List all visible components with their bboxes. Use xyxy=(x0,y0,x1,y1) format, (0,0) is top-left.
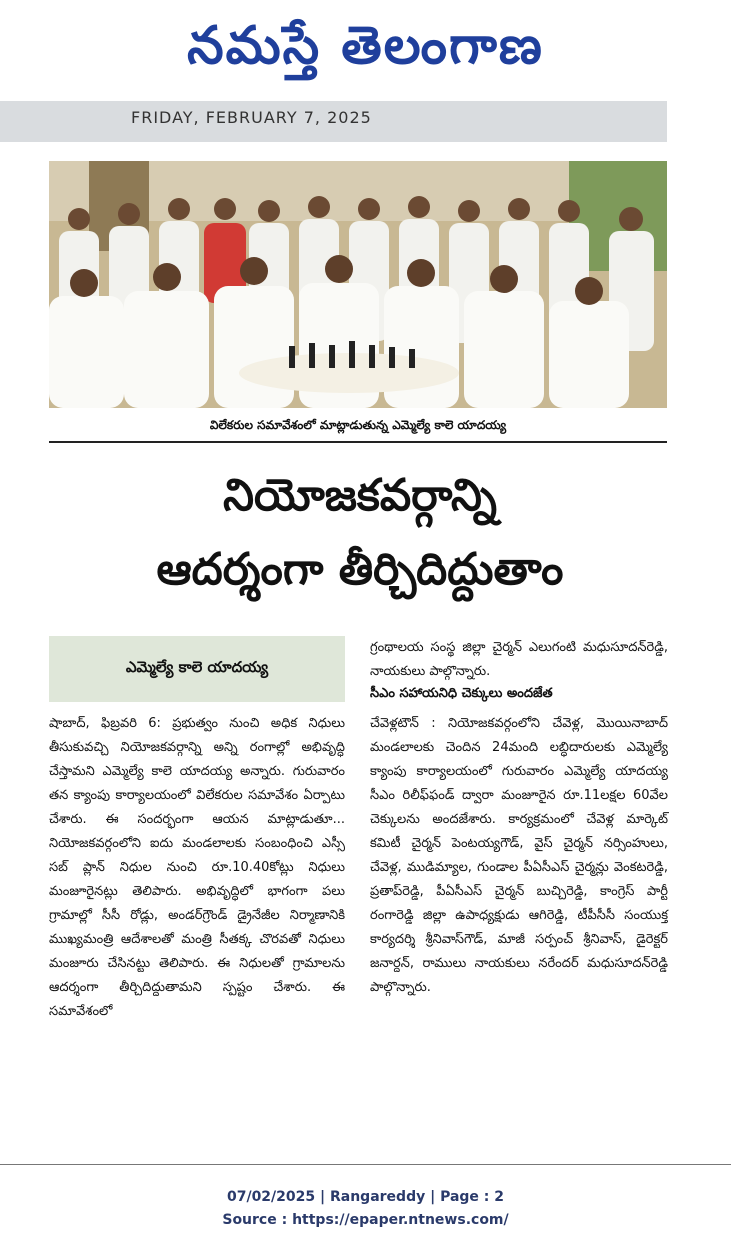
press-meet-photo xyxy=(49,161,667,408)
newspaper-logo: నమస్తే తెలంగాణ xyxy=(187,16,544,76)
headline-line-1: నియోజకవర్గాన్ని xyxy=(223,470,497,521)
article-body-right: చేవెళ్లటౌన్ : నియోజకవర్గంలోని చేవెళ్ల, మొయినాబాద్ మండలాలకు చెందిన 24మంది లబ్ధిదారులకు ఎమ్మెల్యే క్యాంపు కార్యాలయంలో గురువారం ఎమ్మెల్యే యాదయ్య సీఎం రిలీఫ్‌ఫండ్ ద్వారా మంజూరైన రూ.11లక్షల 60వేల చెక్కులను అందజేశారు. కార్యక్రమంలో చేవెళ్ల మార్కెట్ కమిటీ చైర్మన్ పెంటయ్యగౌడ్, వైస్ చైర్మన్ నర్సింహులు, చేవెళ్ల, ముడిమ్యాల, గుండాల పీఏసీఎస్ చైర్మన్లు వెంకటరెడ్డి, ప్రతాప్‌రెడ్డి, పీఏసీఎస్ చైర్మన్ బుచ్చిరెడ్డి, కాంగ్రెస్ పార్టీ రంగారెడ్డి జిల్లా ఉపాధ్యక్షుడు ఆగిరెడ్డి, టీపీసీసీ సంయుక్త కార్యదర్శి శ్రీనివాస్‌గౌడ్, మాజీ సర్పంచ్ శ్రీనివాస్, డైరెక్టర్ జనార్దన్, రాములు నాయకులు నరేందర్ మధుసూదన్‌రెడ్డి పాల్గొన్నారు. xyxy=(370,716,668,995)
caption-divider xyxy=(49,441,667,443)
photo-illustration xyxy=(49,161,667,408)
byline: ఎమ్మెల్యే కాలె యాదయ్య xyxy=(125,658,269,676)
article-body-left: షాబాద్, ఫిబ్రవరి 6: ప్రభుత్వం నుంచి అధిక నిధులు తీసుకువచ్చి నియోజకవర్గాన్ని అన్ని రంగాల్లో అభివృద్ధి చేస్తామని ఎమ్మెల్యే కాలె యాదయ్య అన్నారు. గురువారం తన క్యాంపు కార్యాలయంలో విలేకరుల సమావేశం ఏర్పాటు చేశారు. ఈ సందర్భంగా ఆయన మాట్లాడుతూ... నియోజకవర్గంలోని ఐదు మండలాలకు సంబంధించి ఎస్సీ సబ్ ప్లాన్ నిధుల నుంచి రూ.10.40కోట్లు నిధులు మంజూరైనట్లు తెలిపారు. అభివృద్ధిలో భాగంగా పలు గ్రామాల్లో సీసీ రోడ్లు, అండర్‌గ్రౌండ్ డ్రైనేజీల నిర్మాణానికి ముఖ్యమంత్రి ఆదేశాలతో మంత్రి సీతక్క చొరవతో నిధులు మంజూరు చేసినట్టు తెలిపారు. ఈ నిధులతో గ్రామాలను ఆదర్శంగా తీర్చిదిద్దుతామని స్పష్టం చేశారు. ఈ సమావేశంలో xyxy=(49,716,345,1019)
footer-divider xyxy=(0,1164,731,1165)
masthead xyxy=(0,0,731,100)
footer-source-link[interactable]: Source : https://epaper.ntnews.com/ xyxy=(222,1212,509,1228)
photo-caption: విలేకరుల సమావేశంలో మాట్లాడుతున్న ఎమ్మెల్యే కాలె యాదయ్య xyxy=(209,418,507,432)
footer-edition-info: 07/02/2025 | Rangareddy | Page : 2 xyxy=(226,1189,505,1205)
dateline-bar xyxy=(0,101,667,142)
article-column-left xyxy=(49,712,345,1024)
headline-line-2: ఆదర్శంగా తీర్చిదిద్దుతాం xyxy=(156,544,564,595)
issue-date: FRIDAY, FEBRUARY 7, 2025 xyxy=(131,108,372,127)
article-subheading: సీఎం సహాయనిధి చెక్కులు అందజేత xyxy=(370,686,553,701)
article-column-right-top xyxy=(370,636,668,684)
article-column-right xyxy=(370,712,668,1000)
article-body-right-top: గ్రంథాలయ సంస్థ జిల్లా చైర్మన్ ఎలుగంటి మధుసూదన్‌రెడ్డి, నాయకులు పాల్గొన్నారు. xyxy=(370,640,668,679)
byline-box xyxy=(49,636,345,702)
